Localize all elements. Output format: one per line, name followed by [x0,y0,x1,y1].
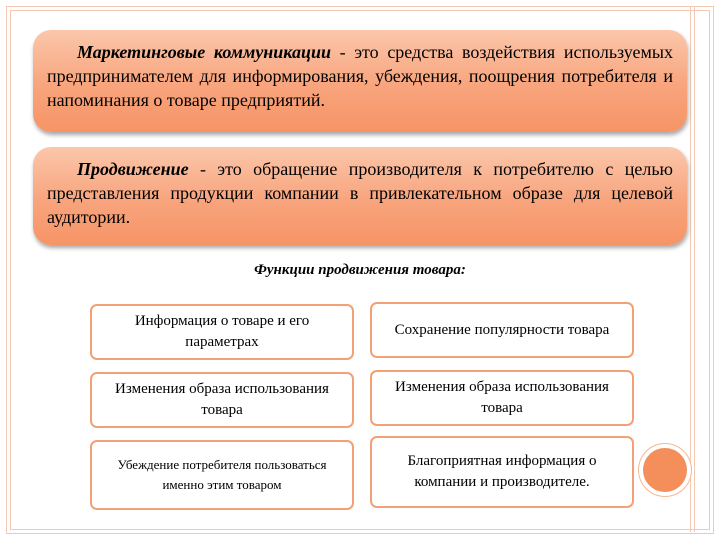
marketing-term: Маркетинговые коммуникации [77,42,332,62]
function-item-left-2: Изменения образа использования товара [90,372,354,428]
promotion-definition-box [33,147,687,245]
marketing-definition-text: - это средства воздействия используемых предпринимателем для информирования, убеждения, поощрения потребителя и напоминания о товаре предприятий. [47,42,674,110]
promotion-term: Продвижение [77,159,189,179]
function-item-left-1: Информация о товаре и его параметрах [90,304,354,360]
decorative-circle [643,448,687,492]
function-item-right-2: Изменения образа использования товара [370,370,634,426]
promotion-definition-text: - это обращение производителя к потребителю с целью представления продукции компании в привлекательном образе для целевой аудитории. [47,159,673,227]
function-item-right-1: Сохранение популярности товара [370,302,634,358]
functions-title: Функции продвижения товара: [254,262,466,278]
marketing-definition-box [33,30,687,132]
function-item-left-3: Убеждение потребителя пользоваться именно этим товаром [90,440,354,510]
function-item-right-3: Благоприятная информация о компании и производителе. [370,436,634,508]
